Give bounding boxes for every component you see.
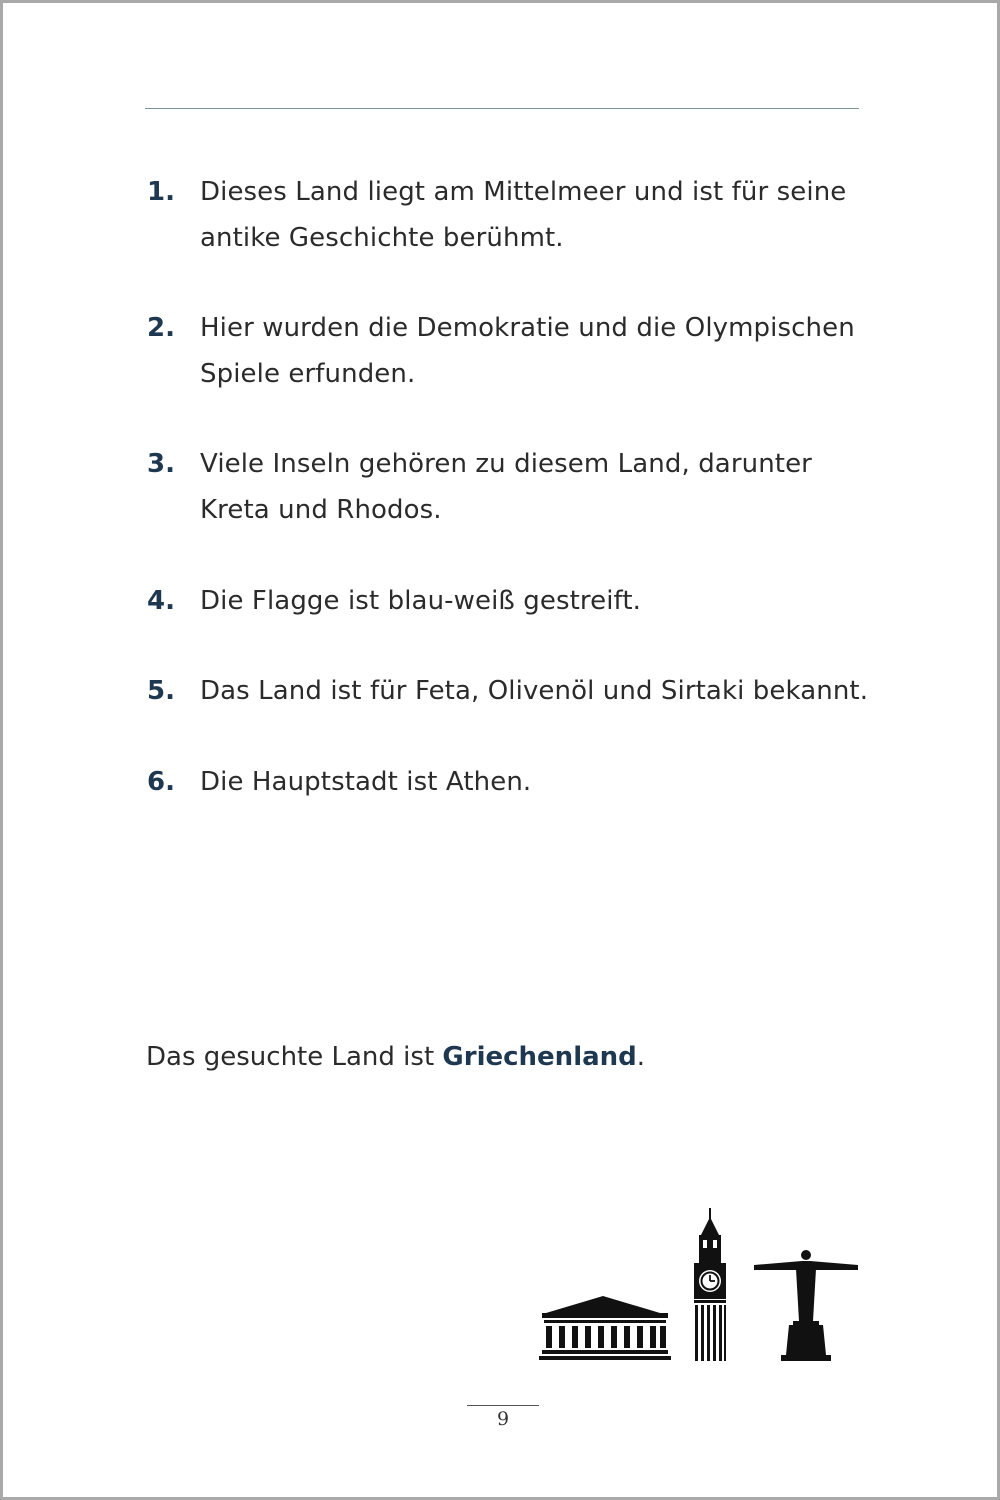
clue-text: Dieses Land liegt am Mittelmeer und ist für seine antike Geschichte berühmt. [200, 177, 847, 253]
clue-text: Die Flagge ist blau-weiß gestreift. [200, 586, 641, 616]
landmarks-illustration [538, 1203, 868, 1365]
clock-tower-icon [694, 1208, 726, 1361]
clue-number: 3. [147, 449, 175, 479]
clue-text: Das Land ist für Feta, Olivenöl und Sirtaki bekannt. [200, 676, 869, 706]
top-divider [145, 108, 859, 109]
clue-text: Hier wurden die Demokratie und die Olympischen Spiele erfunden. [200, 313, 855, 389]
page-number-divider [467, 1405, 539, 1406]
clue-text: Die Hauptstadt ist Athen. [200, 767, 532, 797]
clue-number: 2. [147, 313, 175, 343]
greek-temple-icon [539, 1296, 671, 1360]
answer-country: Griechenland [442, 1042, 637, 1072]
answer-prefix: Das gesuchte Land ist [146, 1042, 443, 1072]
answer-sentence [146, 1034, 645, 1080]
christ-statue-icon [754, 1250, 858, 1361]
clue-number: 4. [147, 586, 175, 616]
clue-number: 6. [147, 767, 175, 797]
clue-text: Viele Inseln gehören zu diesem Land, darunter Kreta und Rhodos. [200, 449, 812, 525]
clue-number: 1. [147, 177, 175, 207]
page-number: 9 [496, 1408, 510, 1430]
answer-suffix: . [636, 1042, 646, 1072]
clue-number: 5. [147, 676, 175, 706]
